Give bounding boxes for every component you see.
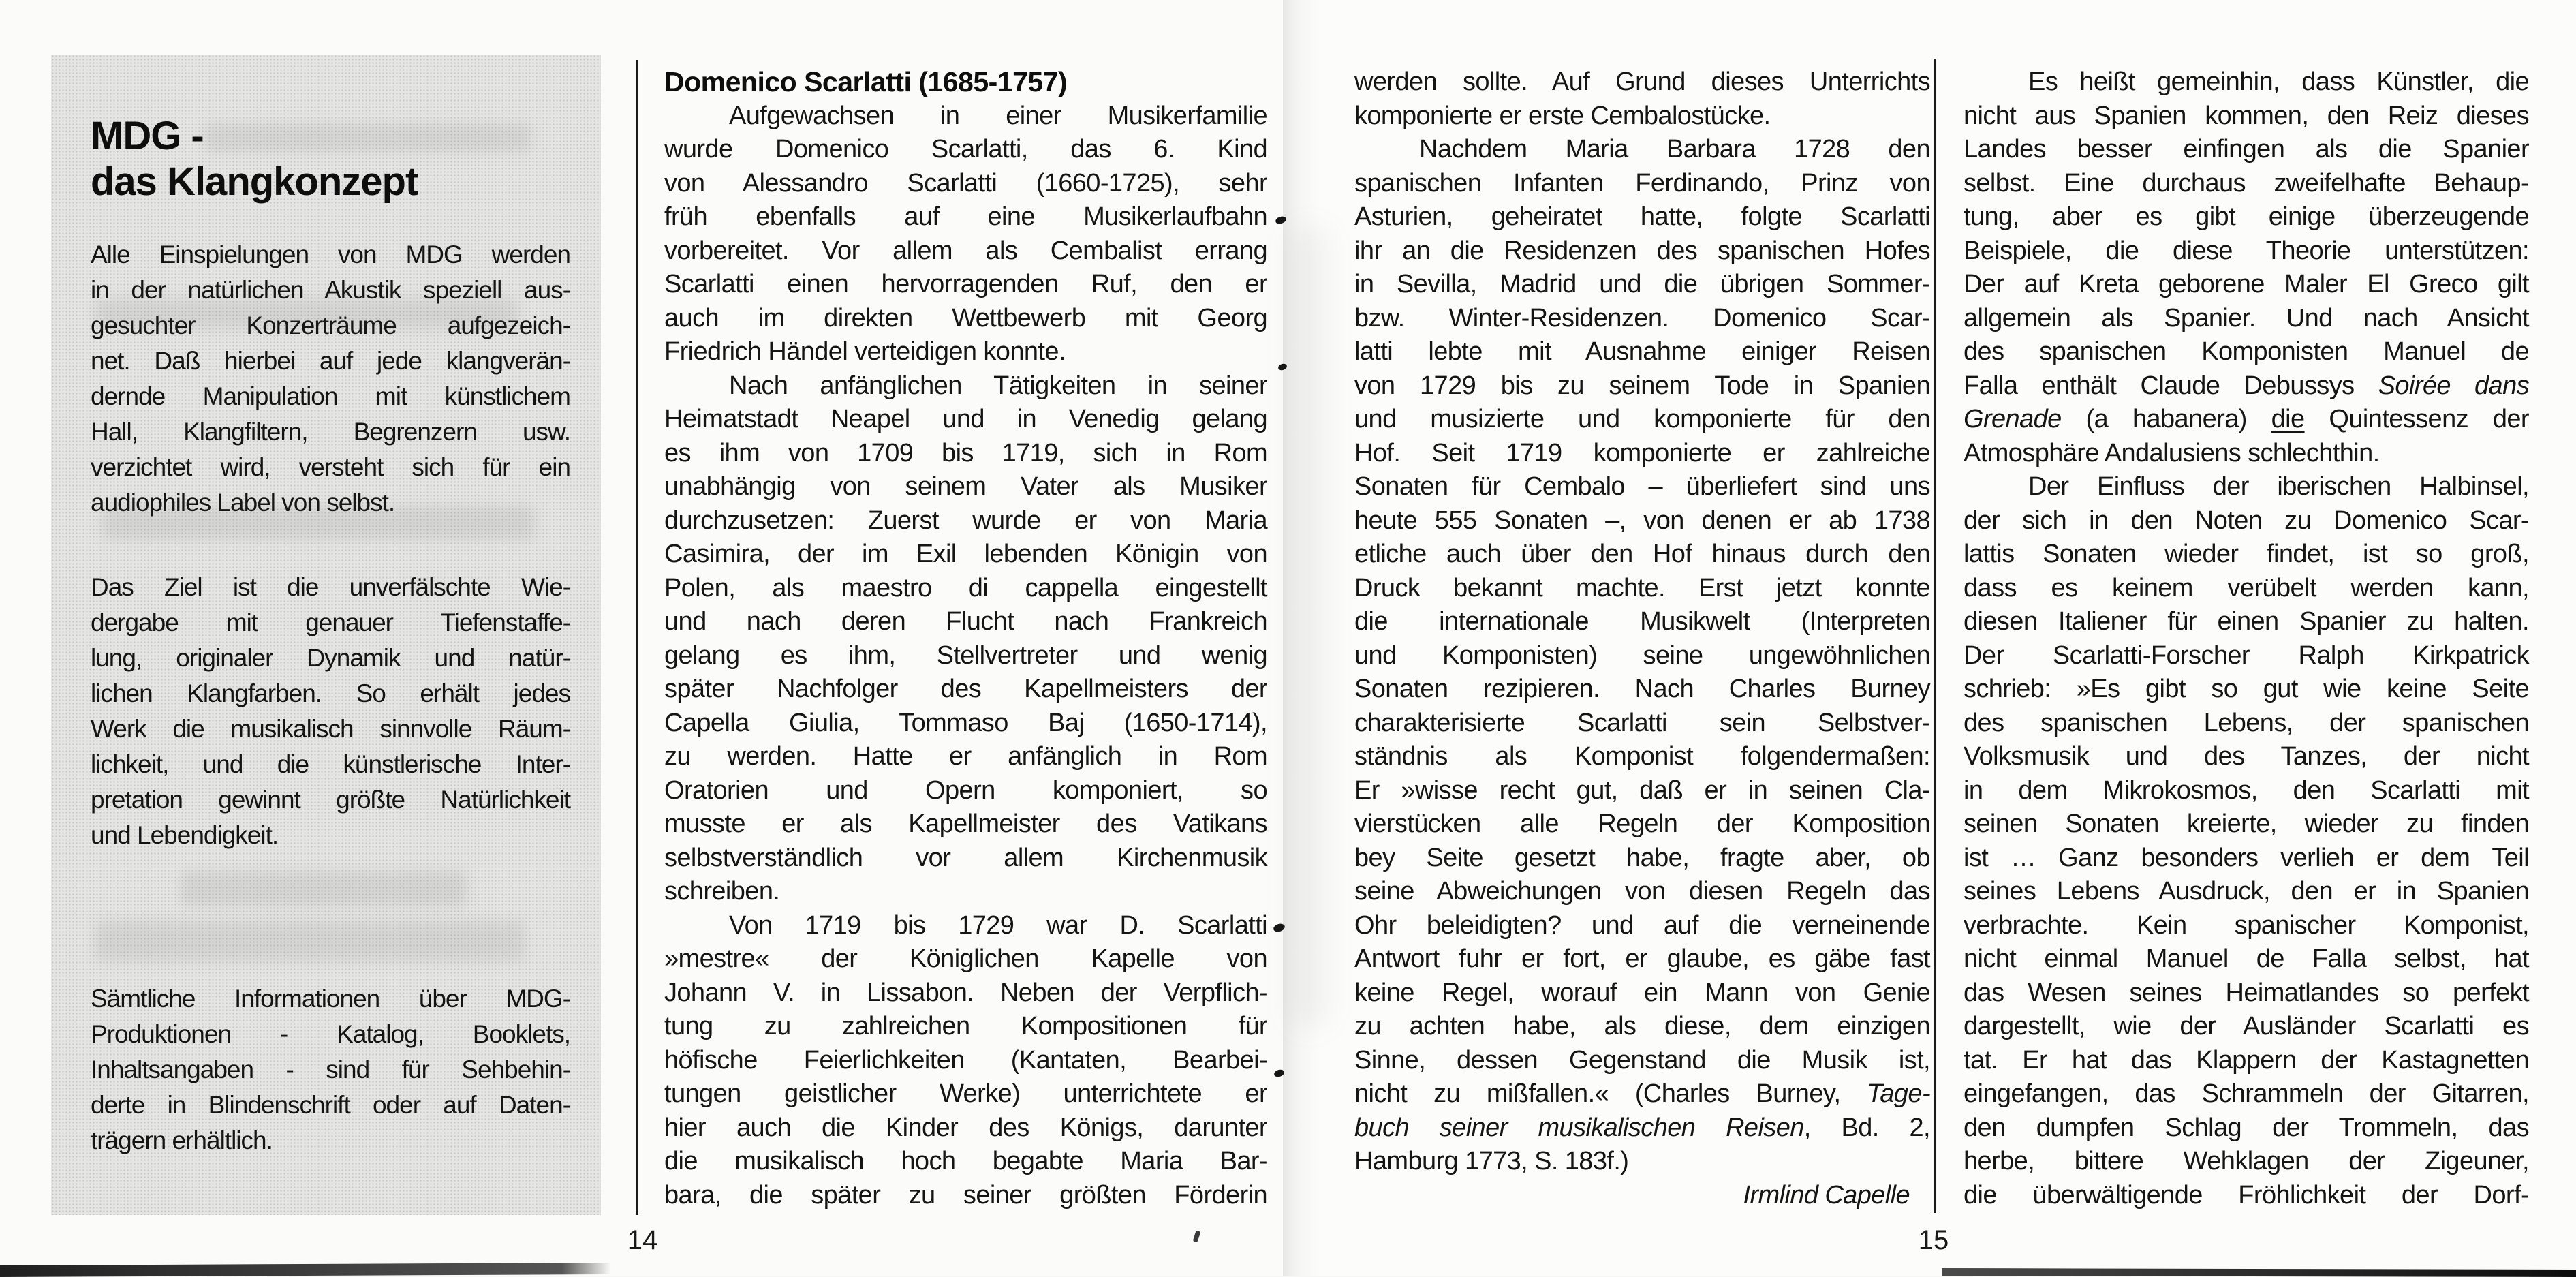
text-line: selbst. Eine durchaus zweifelhafte Behaup- bbox=[1964, 168, 2529, 198]
text-line: eingefangen, das Schrammeln der Gitarren, bbox=[1964, 1079, 2529, 1108]
text-line: nicht zu mißfallen.« (Charles Burney, Tage- bbox=[1354, 1079, 1930, 1108]
text-line: zu achten habe, als diese, dem einzigen bbox=[1354, 1012, 1930, 1041]
text-line: komponierte er erste Cembalostücke. bbox=[1354, 101, 1771, 130]
text-line: Atmosphäre Andalusiens schlechthin. bbox=[1964, 438, 2380, 467]
text-line: ist … Ganz besonders verlieh er dem Teil bbox=[1964, 843, 2529, 872]
column-paragraphs bbox=[664, 99, 1267, 1213]
text-line: Der auf Kreta geborene Maler El Greco gilt bbox=[1964, 270, 2529, 298]
text-line: die musikalisch hoch begabte Maria Bar- bbox=[664, 1147, 1267, 1175]
text-line: tungen geistlicher Werke) unterrichtete er bbox=[664, 1079, 1267, 1108]
text-line: bzw. Winter-Residenzen. Domenico Scar- bbox=[1354, 303, 1930, 333]
text-line: verbrachte. Kein spanischer Komponist, bbox=[1964, 910, 2529, 940]
paragraph bbox=[91, 981, 570, 1158]
text-line: bey Seite gesetzt habe, fragte aber, ob bbox=[1354, 843, 1930, 872]
text-line: Sonaten für Cembalo – überliefert sind uns bbox=[1354, 472, 1930, 501]
text-line: tung, aber es gibt einige überzeugende bbox=[1964, 202, 2529, 231]
paragraph bbox=[664, 369, 1267, 909]
text-line: derte in Blindenschrift oder auf Daten- bbox=[91, 1091, 570, 1119]
text-line: und Komponisten) seine ungewöhnlichen bbox=[1354, 641, 1930, 670]
text-line: Inhaltsangaben - sind für Sehbehin- bbox=[91, 1056, 570, 1083]
text-line: lattis Sonaten wieder findet, ist so groß, bbox=[1964, 540, 2529, 568]
text-line: vorbereitet. Vor allem als Cembalist errang bbox=[664, 236, 1267, 265]
text-line: Heimatstadt Neapel und in Venedig gelang bbox=[664, 405, 1267, 433]
text-line: keine Regel, worauf ein Mann von Genie bbox=[1354, 978, 1930, 1007]
text-line: dass es keinem verübelt werden kann, bbox=[1964, 573, 2529, 602]
text-line: zu werden. Hatte er anfänglich in Rom bbox=[664, 742, 1267, 771]
text-line: von Alessandro Scarlatti (1660-1725), sehr bbox=[664, 168, 1267, 198]
text-line: den dumpfen Schlag der Trommeln, das bbox=[1964, 1113, 2529, 1142]
text-line: Beispiele, die diese Theorie unterstützen: bbox=[1964, 236, 2529, 265]
article-column-scarlatti-bio bbox=[664, 65, 1267, 1212]
text-line: dargestellt, wie der Ausländer Scarlatti es bbox=[1964, 1012, 2529, 1041]
text-line: tung zu zahlreichen Kompositionen für bbox=[664, 1012, 1267, 1041]
text-line: herbe, bittere Wehklagen der Zigeuner, bbox=[1964, 1147, 2529, 1175]
text-line: das Wesen seines Heimatlandes so perfekt bbox=[1964, 978, 2529, 1007]
text-line: Scarlatti einen hervorragenden Ruf, den er bbox=[664, 270, 1267, 298]
text-line: wurde Domenico Scarlatti, das 6. Kind bbox=[664, 135, 1267, 164]
text-line: selbstverständlich vor allem Kirchenmusik bbox=[664, 843, 1267, 872]
showthrough-smudge bbox=[95, 921, 525, 961]
paragraph bbox=[1964, 470, 2529, 1212]
text-line: seines Lebens Ausdruck, den er in Spanien bbox=[1964, 877, 2529, 906]
text-line: seinen Sonaten kreierte, wieder zu finden bbox=[1964, 810, 2529, 838]
paragraph bbox=[664, 99, 1267, 369]
text-line: Nach anfänglichen Tätigkeiten in seiner bbox=[729, 371, 1267, 400]
text-line: Der Einfluss der iberischen Halbinsel, bbox=[2028, 472, 2529, 501]
text-line: Sonaten rezipieren. Nach Charles Burney bbox=[1354, 675, 1930, 703]
text-line: heute 555 Sonaten –, von denen er ab 1738 bbox=[1354, 506, 1930, 535]
booklet-page-left bbox=[0, 0, 1288, 1276]
text-line: von 1729 bis zu seinem Tode in Spanien bbox=[1354, 371, 1930, 400]
column-paragraphs bbox=[1354, 65, 1930, 1179]
text-line: in der natürlichen Akustik speziell aus- bbox=[91, 276, 570, 304]
text-line: »mestre« der Königlichen Kapelle von bbox=[664, 944, 1267, 973]
column-divider-rule-right-page bbox=[1934, 59, 1936, 1213]
author-signature: Irmlind Capelle bbox=[1743, 1180, 1910, 1210]
text-line: ihr an die Residenzen des spanischen Hofes bbox=[1354, 236, 1930, 265]
text-line: vierstücken alle Regeln der Komposition bbox=[1354, 810, 1930, 838]
text-line: höfische Feierlichkeiten (Kantaten, Bearbei- bbox=[664, 1045, 1267, 1075]
text-line: gelang es ihm, Stellvertreter und wenig bbox=[664, 641, 1267, 670]
text-line: dernde Manipulation mit künstlichem bbox=[91, 382, 570, 410]
text-line: durchzusetzen: Zuerst wurde er von Maria bbox=[664, 506, 1267, 535]
text-line: hier auch die Kinder des Königs, darunter bbox=[664, 1113, 1267, 1142]
column-divider-rule-left-page bbox=[636, 60, 638, 1215]
text-line: ständnis als Komponist folgendermaßen: bbox=[1354, 742, 1930, 771]
text-line: Druck bekannt machte. Erst jetzt konnte bbox=[1354, 573, 1930, 602]
text-line: die internationale Musikwelt (Interpreten bbox=[1354, 607, 1930, 636]
infobox-title-line-2: das Klangkonzept bbox=[91, 159, 418, 204]
text-line: Johann V. in Lissabon. Neben der Verpflich- bbox=[664, 978, 1267, 1007]
text-line: Aufgewachsen in einer Musikerfamilie bbox=[729, 101, 1267, 130]
text-line: Falla enthält Claude Debussys Soirée dans bbox=[1964, 371, 2530, 400]
page-number-right: 15 bbox=[1918, 1225, 1949, 1255]
text-line: Er »wisse recht gut, daß er in seinen Cla- bbox=[1354, 775, 1930, 805]
text-line: Capella Giulia, Tommaso Baj (1650-1714), bbox=[664, 708, 1267, 737]
text-line: Oratorien und Opern komponiert, so bbox=[664, 775, 1267, 805]
text-line: tat. Er hat das Klappern der Kastagnetten bbox=[1964, 1045, 2529, 1075]
text-line: früh ebenfalls auf eine Musikerlaufbahn bbox=[664, 202, 1267, 231]
text-line: schreiben. bbox=[664, 877, 780, 906]
text-line: Landes besser einfingen als die Spanier bbox=[1964, 135, 2529, 164]
text-line: nicht einmal Manuel de Falla selbst, hat bbox=[1964, 944, 2529, 973]
text-line: charakterisierte Scarlatti sein Selbstver- bbox=[1354, 708, 1930, 737]
text-line: verzichtet wird, versteht sich für ein bbox=[91, 453, 570, 481]
paragraph bbox=[1354, 65, 1930, 133]
text-line: in Sevilla, Madrid und die übrigen Sommer- bbox=[1354, 270, 1930, 298]
text-line: des spanischen Komponisten Manuel de bbox=[1964, 337, 2529, 366]
text-line: die überwältigende Fröhlichkeit der Dorf- bbox=[1964, 1180, 2529, 1210]
text-line: diesen Italiener für einen Spanier zu halten. bbox=[1964, 607, 2529, 636]
text-line: werden sollte. Auf Grund dieses Unterrichts bbox=[1354, 67, 1930, 96]
article-column-scarlatti-spain bbox=[1354, 65, 1930, 1212]
text-line: Hamburg 1773, S. 183f.) bbox=[1354, 1147, 1629, 1175]
text-line: musste er als Kapellmeister des Vatikans bbox=[664, 810, 1267, 838]
text-line: etliche auch über den Hof hinaus durch den bbox=[1354, 540, 1930, 568]
text-line: Casimira, der im Exil lebenden Königin von bbox=[664, 540, 1267, 568]
text-line: gesuchter Konzerträume aufgezeich- bbox=[91, 311, 570, 339]
text-line: Asturien, geheiratet hatte, folgte Scarlatti bbox=[1354, 202, 1930, 231]
text-line: audiophiles Label von selbst. bbox=[91, 489, 395, 517]
text-line: latti lebte mit Ausnahme einiger Reisen bbox=[1354, 337, 1930, 366]
text-line: Sinne, dessen Gegenstand die Musik ist, bbox=[1354, 1045, 1930, 1075]
infobox-title-line-1: MDG - bbox=[91, 114, 204, 158]
text-line: Hall, Klangfiltern, Begrenzern usw. bbox=[91, 418, 570, 446]
text-line: unabhängig von seinem Vater als Musiker bbox=[664, 472, 1267, 501]
text-line: net. Daß hierbei auf jede klangverän- bbox=[91, 347, 570, 375]
column-paragraphs bbox=[1964, 65, 2529, 1212]
text-line: es ihm von 1709 bis 1719, sich in Rom bbox=[664, 438, 1267, 467]
showthrough-smudge bbox=[181, 871, 467, 906]
text-line: lichen Klangfarben. So erhält jedes bbox=[91, 679, 570, 707]
showthrough-smudge bbox=[102, 506, 535, 540]
showthrough-smudge bbox=[204, 124, 531, 151]
text-line: Alle Einspielungen von MDG werden bbox=[91, 241, 570, 268]
paragraph bbox=[91, 570, 570, 853]
text-line: Von 1719 bis 1729 war D. Scarlatti bbox=[729, 910, 1267, 940]
paragraph bbox=[664, 909, 1267, 1213]
paragraph bbox=[91, 237, 570, 521]
text-line: dergabe mit genauer Tiefenstaffe- bbox=[91, 609, 570, 636]
text-line: Hof. Seit 1719 komponierte er zahlreiche bbox=[1354, 438, 1930, 467]
mdg-klangkonzept-infobox bbox=[51, 55, 601, 1215]
text-line: schrieb: »Es gibt so gut wie keine Seite bbox=[1964, 675, 2529, 703]
scan-edge-artifact-bottom-right bbox=[1942, 1268, 2576, 1277]
text-line: Nachdem Maria Barbara 1728 den bbox=[1419, 135, 1930, 164]
text-line: und nach deren Flucht nach Frankreich bbox=[664, 607, 1267, 636]
page-number-left: 14 bbox=[627, 1225, 658, 1255]
text-line: Polen, als maestro di cappella eingestellt bbox=[664, 573, 1267, 602]
text-line: seine Abweichungen von diesen Regeln das bbox=[1354, 877, 1930, 906]
text-line: des spanischen Lebens, der spanischen bbox=[1964, 708, 2529, 737]
text-line: nicht aus Spanien kommen, den Reiz dieses bbox=[1964, 101, 2529, 130]
text-line: pretation gewinnt größte Natürlichkeit bbox=[91, 786, 570, 814]
text-line: Produktionen - Katalog, Booklets, bbox=[91, 1020, 570, 1048]
text-line: in dem Mikrokosmos, den Scarlatti mit bbox=[1964, 775, 2529, 805]
text-line: Das Ziel ist die unverfälschte Wie- bbox=[91, 573, 570, 601]
article-column-spanish-influence bbox=[1964, 65, 2529, 1212]
text-line: und musizierte und komponierte für den bbox=[1354, 405, 1930, 433]
text-line: Antwort fuhr er fort, er glaube, es gäbe fast bbox=[1354, 944, 1930, 973]
text-line: Grenade (a habanera) die Quintessenz der bbox=[1964, 405, 2529, 433]
text-line: Volksmusik und des Tanzes, der nicht bbox=[1964, 742, 2529, 771]
text-line: buch seiner musikalischen Reisen, Bd. 2, bbox=[1354, 1113, 1930, 1142]
text-line: der sich in den Noten zu Domenico Scar- bbox=[1964, 506, 2529, 535]
paragraph bbox=[1964, 65, 2529, 470]
text-line: lichkeit, und die künstlerische Inter- bbox=[91, 750, 570, 778]
text-line: lung, originaler Dynamik und natür- bbox=[91, 644, 570, 672]
text-line: Werk die musikalisch sinnvolle Räum- bbox=[91, 715, 570, 743]
text-line: Ohr beleidigten? und auf die verneinende bbox=[1354, 910, 1930, 940]
text-line: Es heißt gemeinhin, dass Künstler, die bbox=[2028, 67, 2529, 96]
article-heading: Domenico Scarlatti (1685-1757) bbox=[664, 66, 1068, 97]
text-line: trägern erhältlich. bbox=[91, 1126, 273, 1154]
text-line: bara, die später zu seiner größten Förderin bbox=[664, 1180, 1267, 1210]
text-line: allgemein als Spanier. Und nach Ansicht bbox=[1964, 303, 2529, 333]
infobox-paragraphs bbox=[91, 237, 570, 1158]
text-line: auch im direkten Wettbewerb mit Georg bbox=[664, 303, 1267, 333]
text-line: und Lebendigkeit. bbox=[91, 821, 279, 849]
text-line: später Nachfolger des Kapellmeisters der bbox=[664, 675, 1267, 703]
text-line: Friedrich Händel verteidigen konnte. bbox=[664, 337, 1066, 366]
text-line: spanischen Infanten Ferdinando, Prinz von bbox=[1354, 168, 1930, 198]
page-fold-smudge bbox=[1289, 225, 1330, 1029]
showthrough-smudge bbox=[95, 298, 518, 328]
text-line: Der Scarlatti-Forscher Ralph Kirkpatrick bbox=[1964, 641, 2529, 670]
paragraph bbox=[1354, 133, 1930, 1179]
text-line: Sämtliche Informationen über MDG- bbox=[91, 985, 570, 1013]
